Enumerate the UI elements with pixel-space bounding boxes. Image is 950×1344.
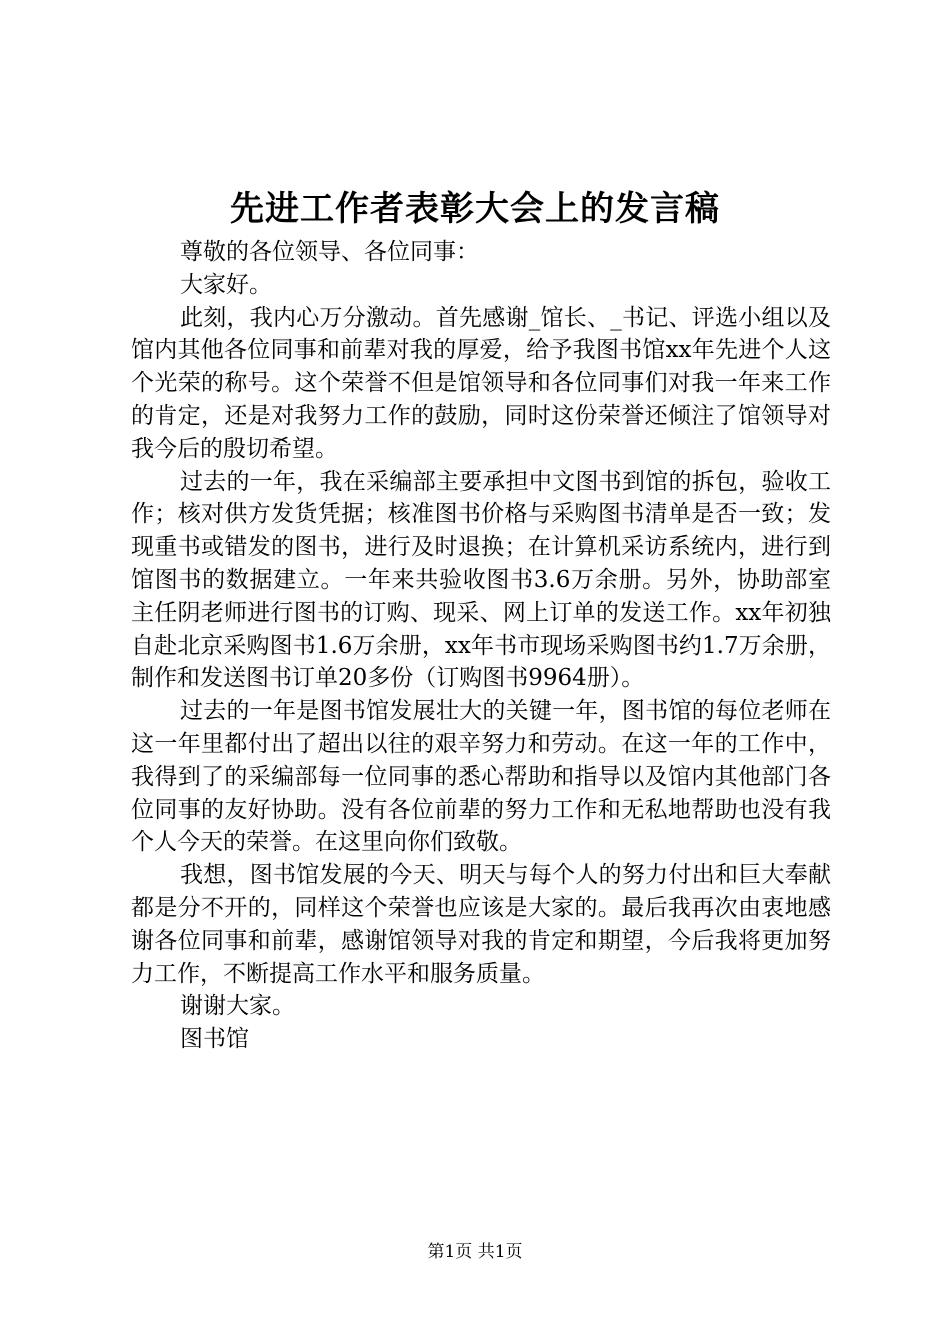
- paragraph-3: 过去的一年是图书馆发展壮大的关键一年，图书馆的每位老师在这一年里都付出了超出以往的艰辛努力和劳动。在这一年的工作中，我得到了的采编部每一位同事的悉心帮助和指导以及馆内其他部门各位同事的友好协助。没有各位前辈的努力工作和无私地帮助也没有我个人今天的荣誉。在这里向你们致敬。: [131, 698, 831, 856]
- paragraph-2: 过去的一年，我在采编部主要承担中文图书到馆的拆包，验收工作；核对供方发货凭据；核准图书价格与采购图书清单是否一致；发现重书或错发的图书，进行及时退换；在计算机采访系统内，进行到馆图书的数据建立。一年来共验收图书3.6万余册。另外，协助部室主任阴老师进行图书的订购、现采、网上订单的发送工作。xx年初独自赴北京采购图书1.6万余册，xx年书市现场采购图书约1.7万余册，制作和发送图书订单20多份（订购图书9964册）。: [131, 468, 831, 692]
- page-footer: 第1页 共1页: [427, 1242, 523, 1262]
- document-body: [131, 236, 831, 1056]
- greeting: 大家好。: [180, 271, 272, 298]
- document-title: 先进工作者表彰大会上的发言稿: [230, 189, 720, 229]
- salutation: 尊敬的各位领导、各位同事：: [180, 239, 479, 265]
- paragraph-4: 我想，图书馆发展的今天、明天与每个人的努力付出和巨大奉献都是分不开的，同样这个荣誉也应该是大家的。最后我再次由衷地感谢各位同事和前辈，感谢馆领导对我的肯定和期望，今后我将更加努力工作，不断提高工作水平和服务质量。: [131, 862, 831, 987]
- paragraph-1: 此刻，我内心万分激动。首先感谢_馆长、_书记、评选小组以及馆内其他各位同事和前辈对我的厚爱，给予我图书馆xx年先进个人这个光荣的称号。这个荣誉不但是馆领导和各位同事们对我一年来工作的肯定，还是对我努力工作的鼓励，同时这份荣誉还倾注了馆领导对我今后的殷切希望。: [131, 304, 831, 462]
- closing: 谢谢大家。: [180, 993, 295, 1020]
- signature: 图书馆: [180, 1026, 249, 1053]
